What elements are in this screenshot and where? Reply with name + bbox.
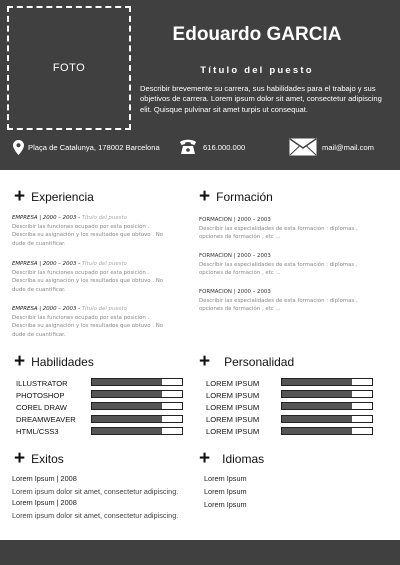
personality-level-bar [281, 402, 373, 410]
personality-label: LOREM IPSUM [206, 427, 260, 437]
experience-company: EMPRESA | 2000 – 2003 - [12, 261, 82, 267]
experience-item [12, 214, 182, 248]
skill-row [16, 377, 76, 389]
experience-text: dude de cuantificar. [12, 331, 66, 338]
achievement-text: Lorem ipsum dolor sit amet, consectetur adipiscing. [12, 487, 179, 496]
personality-label: LOREM IPSUM [206, 415, 260, 425]
experience-role: Título del puesto [81, 261, 127, 267]
language-item: Lorem Ipsum [204, 487, 247, 496]
education-text: opciones de formación , etc ... [199, 306, 281, 313]
experience-text: Describir las funciones ocupado por esta posición . [12, 223, 150, 230]
skill-level-bar [91, 402, 183, 410]
education-heading: FORMACION | 2000 – 2003 [199, 253, 271, 259]
personality-row [206, 377, 259, 389]
language-item: Lorem Ipsum [204, 500, 247, 509]
plus-icon: + [14, 186, 26, 207]
experience-text: dude de cuantificar. [12, 286, 66, 293]
profile-summary: Describir brevemente su carrera, sus habilidades para el trabajo y sus objetivos de carrera. Lorem ipsum dolor sit amet, consectetur adipiscing elit. Quisque pulvinar sit amet turpis ut consequat. [140, 84, 382, 114]
skill-label: PHOTOSHOP [16, 390, 65, 400]
language-item: Lorem Ipsum [204, 474, 247, 483]
experience-text: Describir las funciones ocupado por esta posición . [12, 269, 150, 276]
education-heading: FORMACION | 2000 – 2003 [199, 217, 271, 223]
skill-label: HTML/CSS3 [16, 427, 59, 437]
experience-text: dude de cuantificar. [12, 240, 66, 247]
section-title-text: Formación [216, 189, 273, 204]
email-text: mail@mail.com [322, 142, 375, 152]
section-formacion-title [199, 187, 273, 206]
education-text: Describir las especialidades de esta formación : diplomas , [199, 225, 358, 232]
contact-phone [178, 137, 245, 157]
location-pin-icon [13, 140, 24, 155]
personality-row [206, 401, 259, 413]
header-band [0, 0, 400, 170]
personality-level-fill [282, 403, 352, 409]
skill-level-fill [92, 416, 162, 422]
contact-email [289, 137, 374, 157]
personality-level-bar [281, 378, 373, 386]
section-title-text: Habilidades [31, 354, 94, 369]
experience-company: EMPRESA | 2000 – 2003 - [12, 306, 82, 312]
education-text: Describir las especialidades de esta formación : diplomas , [199, 297, 358, 304]
job-title: Título del puesto [200, 65, 314, 76]
plus-icon: + [14, 351, 26, 372]
plus-icon: + [199, 186, 211, 207]
personality-row [206, 389, 259, 401]
skill-level-fill [92, 403, 162, 409]
section-title-text: Personalidad [224, 354, 295, 369]
education-text: Describir las especialidades de esta formación : diplomas , [199, 261, 358, 268]
experience-text: Describir las funciones ocupado por esta posición . [12, 314, 150, 321]
skill-row [16, 426, 76, 438]
personality-level-fill [282, 416, 352, 422]
skill-row [16, 414, 76, 426]
skill-row [16, 389, 76, 401]
skill-level-bar [91, 390, 183, 398]
skill-level-bar [91, 415, 183, 423]
plus-icon: + [14, 448, 26, 469]
section-experiencia-title [14, 187, 94, 206]
education-heading: FORMACION | 2000 – 2003 [199, 289, 271, 295]
experience-text: Describa su asignación y los resultados que obtuvo . No [12, 323, 164, 330]
personality-label: LOREM IPSUM [206, 390, 260, 400]
achievement-text: Lorem ipsum dolor sit amet, consectetur adipiscing. [12, 511, 179, 520]
section-title-text: Exitos [31, 451, 64, 466]
personality-list [206, 377, 259, 438]
personality-level-fill [282, 379, 352, 385]
education-text: opciones de formación , etc ... [199, 270, 281, 277]
contact-address [13, 137, 160, 157]
personality-level-bar [281, 427, 373, 435]
personality-label: LOREM IPSUM [206, 378, 260, 388]
skills-list [16, 377, 76, 438]
skill-label: DREAMWEAVER [16, 415, 76, 425]
plus-icon: + [199, 351, 211, 372]
personality-level-bar [281, 415, 373, 423]
phone-text: 616.000.000 [203, 142, 246, 152]
experience-company: EMPRESA | 2000 – 2003 - [12, 215, 82, 221]
skill-level-fill [92, 428, 162, 434]
footer-band [0, 540, 400, 565]
education-text: opciones de formación , etc ... [199, 234, 281, 241]
person-name: Edouardo GARCIA [172, 24, 342, 45]
envelope-icon [289, 138, 317, 156]
section-habilidades-title [14, 352, 94, 371]
experience-text: Describa su asignación y los resultados que obtuvo . No [12, 232, 164, 239]
section-title-text: Experiencia [31, 189, 94, 204]
experience-role: Título del puesto [81, 306, 127, 312]
photo-label: FOTO [52, 62, 86, 74]
experience-item [12, 260, 182, 294]
address-text: Plaça de Catalunya, 178002 Barcelona [28, 142, 160, 152]
skill-label: COREL DRAW [16, 402, 67, 412]
skill-row [16, 401, 76, 413]
personality-level-fill [282, 391, 352, 397]
personality-label: LOREM IPSUM [206, 402, 260, 412]
personality-row [206, 426, 259, 438]
experience-text: Describa su asignación y los resultados que obtuvo . No [12, 278, 164, 285]
experience-item [12, 305, 182, 339]
achievement-heading: Lorem Ipsum | 2008 [12, 498, 77, 507]
section-personalidad-title [199, 352, 294, 371]
skill-level-fill [92, 391, 162, 397]
skill-label: ILLUSTRATOR [16, 378, 68, 388]
personality-level-bar [281, 390, 373, 398]
section-title-text: Idiomas [222, 451, 265, 466]
phone-icon [178, 139, 198, 155]
experience-role: Título del puesto [81, 215, 127, 221]
skill-level-bar [91, 427, 183, 435]
achievement-heading: Lorem Ipsum | 2008 [12, 474, 77, 483]
skill-level-bar [91, 378, 183, 386]
photo-placeholder [7, 6, 131, 130]
education-item [199, 252, 384, 278]
section-exitos-title [14, 449, 64, 468]
personality-row [206, 414, 259, 426]
personality-level-fill [282, 428, 352, 434]
plus-icon: + [199, 448, 211, 469]
education-item [199, 288, 384, 314]
section-idiomas-title [199, 449, 264, 468]
education-item [199, 216, 384, 242]
skill-level-fill [92, 379, 162, 385]
